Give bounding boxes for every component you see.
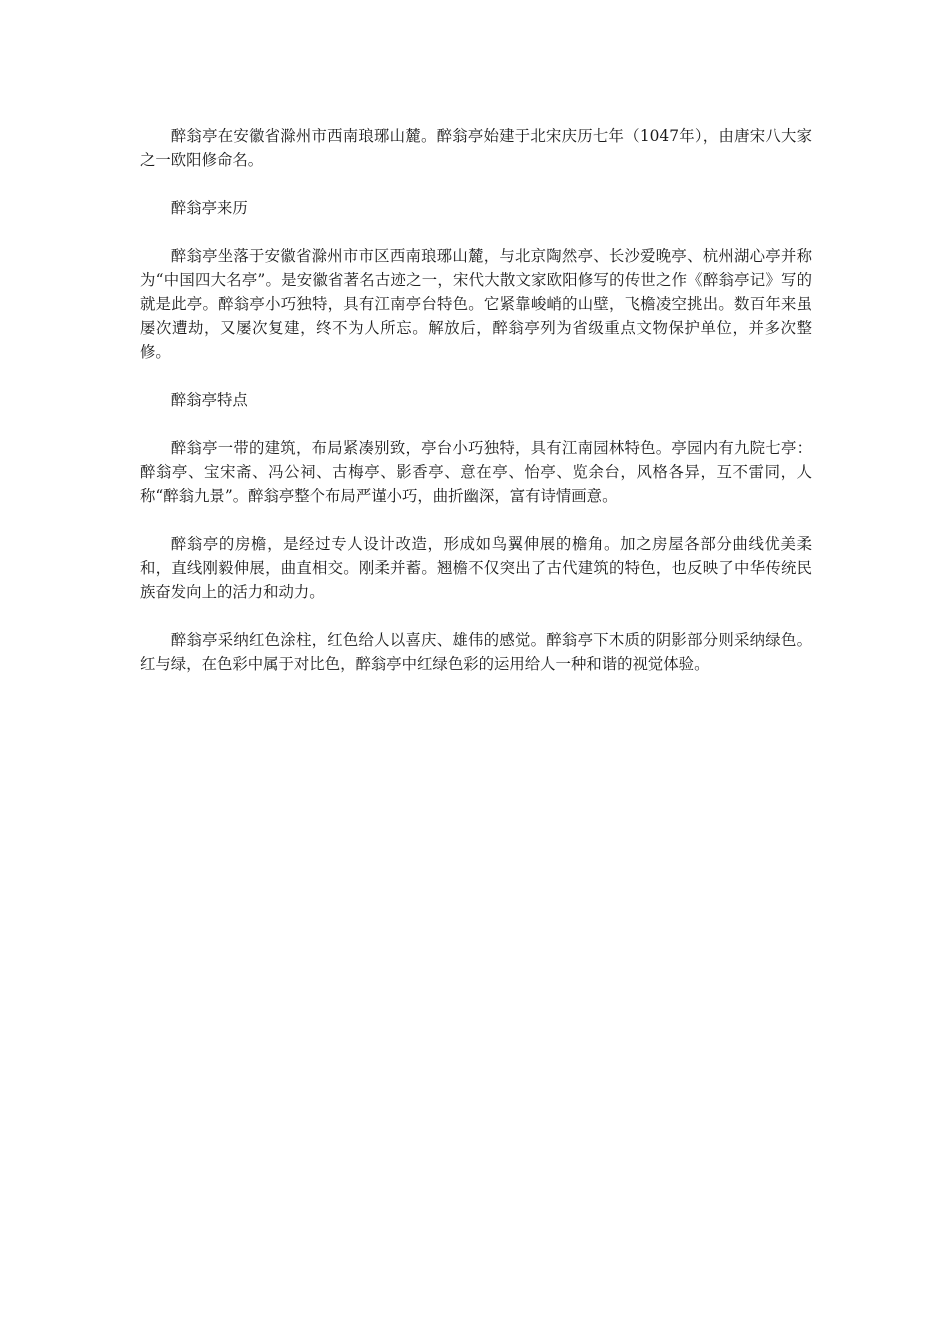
heading-features: 醉翁亭特点	[170, 391, 248, 409]
heading-history: 醉翁亭来历	[170, 199, 248, 217]
intro-paragraph: 醉翁亭在安徽省滁州市西南琅琊山麓。醉翁亭始建于北宋庆历七年（1047年），由唐宋八大家之一欧阳修命名。	[140, 127, 812, 169]
history-paragraph: 醉翁亭坐落于安徽省滁州市市区西南琅琊山麓，与北京陶然亭、长沙爱晚亭、杭州湖心亭并称为“中国四大名亭”。是安徽省著名古迹之一，宋代大散文家欧阳修写的传世之作《醉翁亭记》写的就是此亭。醉翁亭小巧独特，具有江南亭台特色。它紧靠峻峭的山壁，飞檐凌空挑出。数百年来虽屡次遭劫，又屡次复建，终不为人所忘。解放后，醉翁亭列为省级重点文物保护单位，并多次整修。	[140, 247, 812, 361]
features-paragraph-eaves: 醉翁亭的房檐，是经过专人设计改造，形成如鸟翼伸展的檐角。加之房屋各部分曲线优美柔和，直线刚毅伸展，曲直相交。刚柔并蓄。翘檐不仅突出了古代建筑的特色，也反映了中华传统民族奋发向上的活力和动力。	[140, 535, 812, 601]
features-paragraph-colors: 醉翁亭采纳红色涂柱，红色给人以喜庆、雄伟的感觉。醉翁亭下木质的阴影部分则采纳绿色。红与绿，在色彩中属于对比色，醉翁亭中红绿色彩的运用给人一种和谐的视觉体验。	[140, 631, 812, 673]
document-body	[140, 124, 812, 700]
features-paragraph-layout: 醉翁亭一带的建筑，布局紧凑别致，亭台小巧独特，具有江南园林特色。亭园内有九院七亭：醉翁亭、宝宋斋、冯公祠、古梅亭、影香亭、意在亭、怡亭、览余台，风格各异，互不雷同，人称“醉翁九景”。醉翁亭整个布局严谨小巧，曲折幽深，富有诗情画意。	[140, 439, 812, 505]
